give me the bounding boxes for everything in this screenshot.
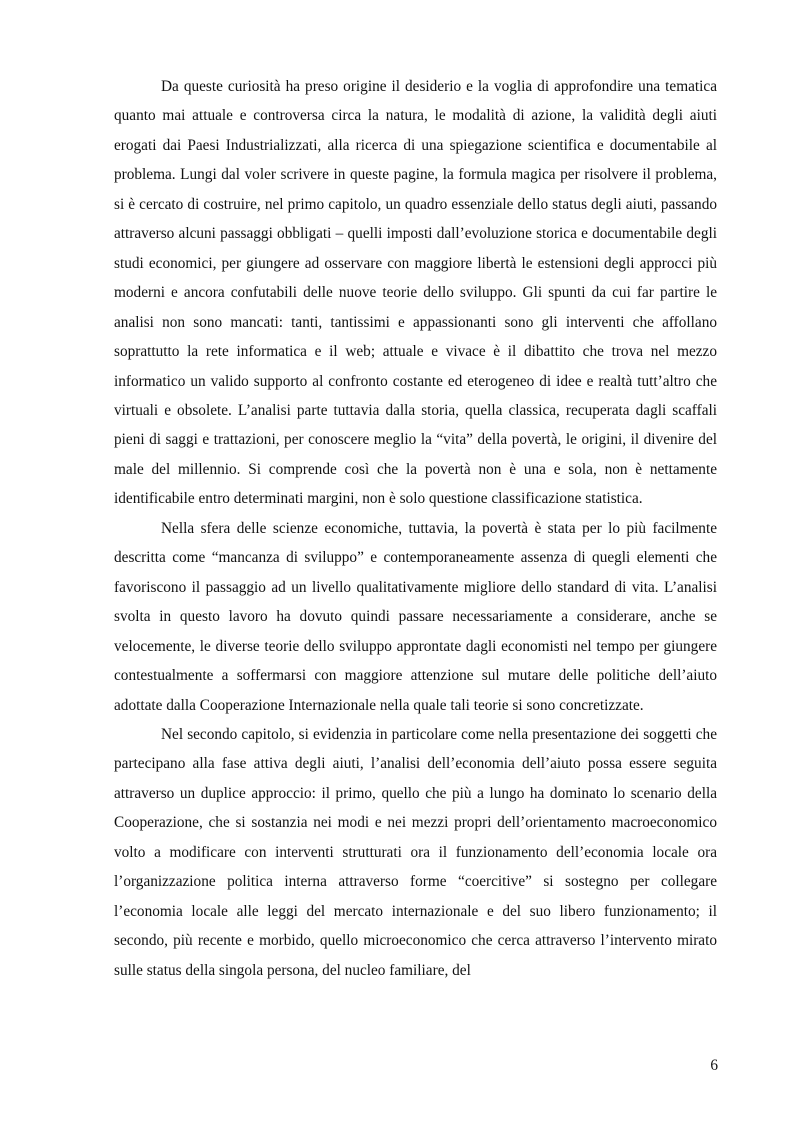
paragraph: Nel secondo capitolo, si evidenzia in particolare come nella presentazione dei soggetti che partecipano alla fase attiva degli aiuti, l’analisi dell’economia dell’aiuto possa essere seguita attraverso un duplice approccio: il primo, quello che più a lungo ha dominato lo scenario della Cooperazione, che si sostanzia nei modi e nei mezzi propri dell’orientamento macroeconomico volto a modificare con interventi strutturati ora il funzionamento dell’economia locale ora l’organizzazione politica interna attraverso forme “coercitive” si sostegno per collegare l’economia locale alle leggi del mercato internazionale e del suo libero funzionamento; il secondo, più recente e morbido, quello microeconomico che cerca attraverso l’intervento mirato sulle status della singola persona, del nucleo familiare, del xyxy=(114,725,717,979)
paragraph: Da queste curiosità ha preso origine il desiderio e la voglia di approfondire una tematica quanto mai attuale e controversa circa la natura, le modalità di azione, la validità degli aiuti erogati dai Paesi Industrializzati, alla ricerca di una spiegazione scientifica e documentabile al problema. Lungi dal voler scrivere in queste pagine, la formula magica per risolvere il problema, si è cercato di costruire, nel primo capitolo, un quadro essenziale dello status degli aiuti, passando attraverso alcuni passaggi obbligati – quelli imposti dall’evoluzione storica e documentabile degli studi economici, per giungere ad osservare con maggiore libertà le estensioni degli approcci più moderni e ancora confutabili delle nuove teorie dello sviluppo. Gli spunti da cui far partire le analisi non sono mancati: tanti, tantissimi e appassionanti sono gli interventi che affollano soprattutto la rete informatica e il web; attuale e vivace è il dibattito che trova nel mezzo informatico un valido supporto al confronto costante ed eterogeneo di idee e realtà tutt’altro che virtuali e obsolete. L’analisi parte tuttavia dalla storia, quella classica, recuperata dagli scaffali pieni di saggi e trattazioni, per conoscere meglio la “vita” della povertà, le origini, il divenire del male del millennio. Si comprende così che la povertà non è una e sola, non è nettamente identificabile entro determinati margini, non è solo questione classificazione statistica. xyxy=(114,78,717,508)
paragraph: Nella sfera delle scienze economiche, tuttavia, la povertà è stata per lo più facilmente descritta come “mancanza di sviluppo” e contemporaneamente assenza di quegli elementi che favoriscono il passaggio ad un livello qualitativamente migliore dello standard di vita. L’analisi svolta in questo lavoro ha dovuto quindi passare necessariamente a considerare, anche se velocemente, le diverse teorie dello sviluppo approntate dagli economisti nel tempo per giungere contestualmente a soffermarsi con maggiore attenzione sul mutare delle politiche dell’aiuto adottate dalla Cooperazione Internazionale nella quale tali teorie si sono concretizzate. xyxy=(114,519,717,714)
body-text xyxy=(114,72,717,985)
page-number: 6 xyxy=(710,1057,718,1074)
